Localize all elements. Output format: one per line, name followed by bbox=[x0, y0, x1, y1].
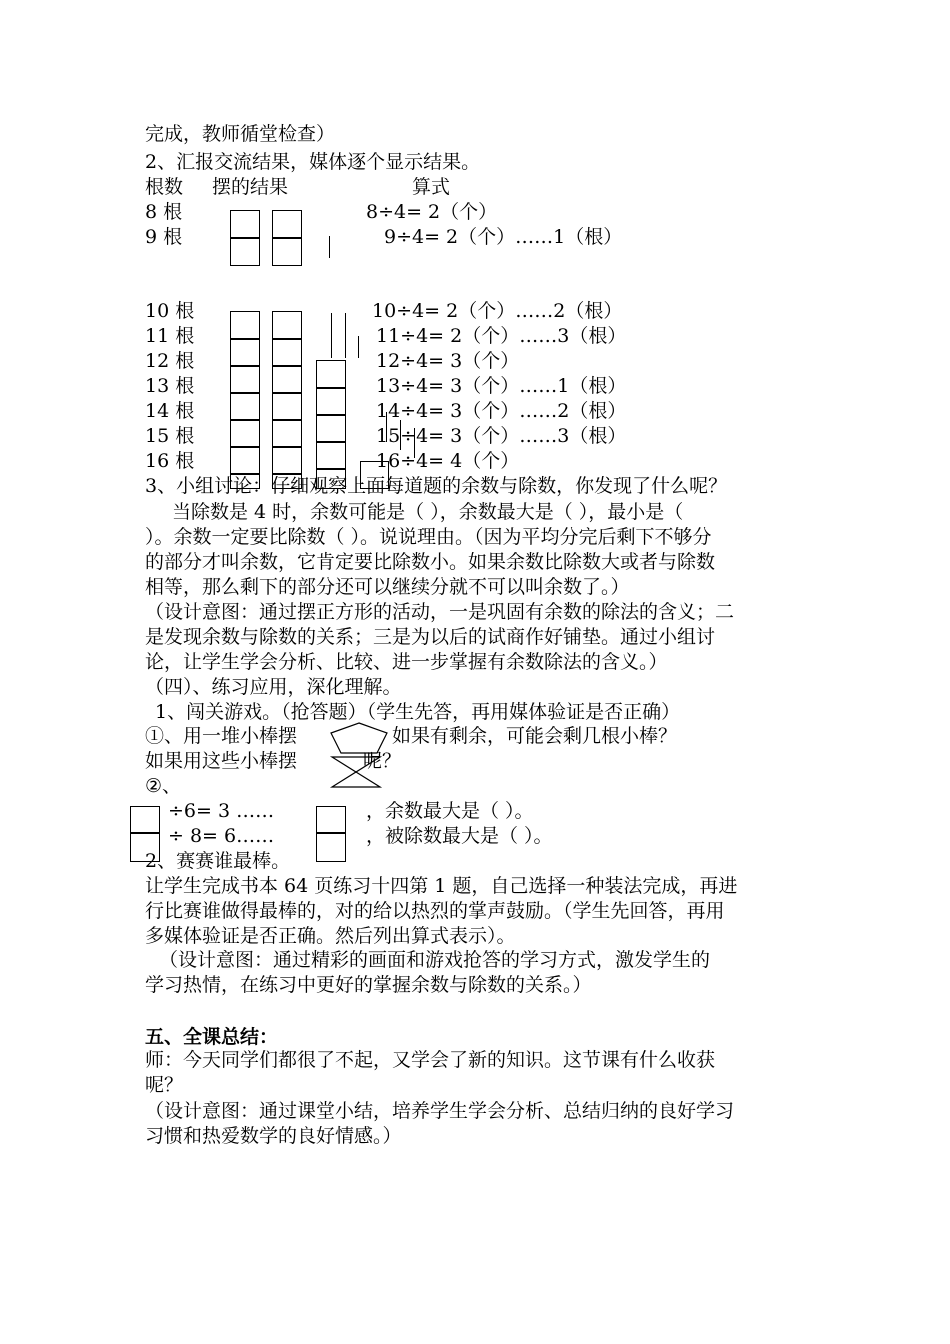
row-count: 8 根 bbox=[145, 201, 183, 223]
stick-square bbox=[230, 238, 260, 266]
row-formula: 8÷4= 2（个） bbox=[366, 201, 498, 223]
stick-square bbox=[272, 238, 302, 266]
row-count: 11 根 bbox=[145, 325, 195, 347]
table-header-count: 根数 bbox=[145, 176, 184, 198]
blank-box bbox=[316, 832, 346, 862]
stick-square bbox=[316, 441, 346, 470]
equation-text: ，被除数最大是（ ）。 bbox=[366, 825, 553, 847]
text-line: 的部分才叫余数，它肯定要比除数小。如果余数比除数大或者与除数 bbox=[145, 551, 716, 573]
stick-square bbox=[230, 446, 260, 475]
leftover-stick bbox=[345, 313, 346, 358]
stick-square bbox=[230, 365, 260, 394]
table-header-formula: 算式 bbox=[412, 176, 451, 198]
text-line: 是发现余数与除数的关系；三是为以后的试商作好铺垫。通过小组讨 bbox=[145, 626, 716, 648]
stick-square bbox=[230, 210, 260, 238]
row-count: 10 根 bbox=[145, 300, 195, 322]
row-formula: 15÷4= 3（个）……3（根） bbox=[376, 425, 627, 447]
stick-square bbox=[230, 392, 260, 421]
row-count: 16 根 bbox=[145, 450, 195, 472]
row-formula: 9÷4= 2（个）……1（根） bbox=[384, 226, 623, 248]
row-formula: 11÷4= 2（个）……3（根） bbox=[376, 325, 627, 347]
row-count: 14 根 bbox=[145, 400, 195, 422]
row-count: 9 根 bbox=[145, 226, 183, 248]
text-line: 2、赛赛谁最棒。 bbox=[145, 850, 291, 872]
text-line: 完成，教师循堂检查） bbox=[145, 123, 336, 145]
stick-square bbox=[230, 338, 260, 367]
row-formula: 12÷4= 3（个） bbox=[376, 350, 520, 372]
text-line: 习惯和热爱数学的良好情感。） bbox=[145, 1125, 402, 1147]
stick-square bbox=[272, 338, 302, 367]
text-line: 师：今天同学们都很了不起，又学会了新的知识。这节课有什么收获 bbox=[145, 1049, 716, 1071]
row-formula: 14÷4= 3（个）……2（根） bbox=[376, 400, 627, 422]
leftover-stick bbox=[329, 236, 330, 258]
text-line: 多媒体验证是否正确。然后列出算式表示）。 bbox=[145, 925, 516, 947]
text-line: 当除数是 4 时，余数可能是（ ），余数最大是（ ），最小是（ bbox=[172, 501, 684, 523]
text-line: （设计意图：通过精彩的画面和游戏抢答的学习方式，激发学生的 bbox=[159, 949, 711, 971]
text-line: （设计意图：通过课堂小结，培养学生学会分析、总结归纳的良好学习 bbox=[145, 1100, 735, 1122]
text-line: 论，让学生学会分析、比较、进一步掌握有余数除法的含义。） bbox=[145, 651, 668, 673]
stick-square bbox=[272, 419, 302, 448]
row-count: 13 根 bbox=[145, 375, 195, 397]
text-line: 行比赛谁做得最棒的，对的给以热烈的掌声鼓励。（学生先回答，再用 bbox=[145, 900, 725, 922]
equation-text: ÷ 8= 6…… bbox=[168, 825, 275, 847]
text-line: 让学生完成书本 64 页练习十四第 1 题，自己选择一种装法完成，再进 bbox=[145, 875, 738, 897]
text-line: 呢？ bbox=[145, 1074, 184, 1096]
row-formula: 10÷4= 2（个）……2（根） bbox=[372, 300, 623, 322]
table-header-result: 摆的结果 bbox=[212, 176, 289, 198]
equation-text: ÷6= 3 …… bbox=[168, 800, 275, 822]
stick-square bbox=[316, 387, 346, 416]
row-formula: 16÷4= 4（个） bbox=[376, 450, 520, 472]
stick-square bbox=[272, 392, 302, 421]
text-line: 学习热情，在练习中更好的掌握余数与除数的关系。） bbox=[145, 974, 592, 996]
stick-square bbox=[272, 311, 302, 340]
blank-box bbox=[130, 806, 160, 834]
leftover-stick bbox=[386, 412, 387, 442]
stick-square bbox=[272, 446, 302, 475]
text-line: 呢？ bbox=[363, 750, 402, 772]
section-heading: 五、全课总结： bbox=[145, 1026, 279, 1048]
text-line: 1、闯关游戏。（抢答题）（学生先答，再用媒体验证是否正确） bbox=[155, 701, 681, 723]
row-count: 15 根 bbox=[145, 425, 195, 447]
blank-box bbox=[316, 806, 346, 834]
text-line: 如果有剩余，可能会剩几根小棒？ bbox=[392, 725, 678, 747]
text-line: ①、用一堆小棒摆 bbox=[145, 725, 298, 747]
stick-square bbox=[230, 311, 260, 340]
text-line: （设计意图：通过摆正方形的活动，一是巩固有余数的除法的含义；二 bbox=[145, 601, 735, 623]
stick-square bbox=[272, 210, 302, 238]
leftover-stick bbox=[358, 336, 359, 358]
row-formula: 13÷4= 3（个）……1（根） bbox=[376, 375, 627, 397]
text-line: 3、小组讨论：仔细观察上面每道题的余数与除数，你发现了什么呢？ bbox=[145, 475, 728, 497]
text-line: 相等，那么剩下的部分还可以继续分就不可以叫余数了。） bbox=[145, 576, 630, 598]
text-line: 如果用这些小棒摆 bbox=[145, 750, 298, 772]
section-heading: （四）、练习应用，深化理解。 bbox=[145, 676, 402, 698]
text-line: ②、 bbox=[145, 775, 182, 797]
row-count: 12 根 bbox=[145, 350, 195, 372]
stick-square bbox=[272, 365, 302, 394]
leftover-stick bbox=[331, 313, 332, 358]
text-line: ）。余数一定要比除数（ ）。说说理由。（因为平均分完后剩下不够分 bbox=[145, 526, 712, 548]
equation-text: ，余数最大是（ ）。 bbox=[366, 800, 534, 822]
leftover-stick bbox=[400, 420, 401, 450]
stick-square bbox=[316, 360, 346, 389]
stick-square bbox=[230, 419, 260, 448]
text-line: 2、汇报交流结果，媒体逐个显示结果。 bbox=[145, 151, 481, 173]
stick-square bbox=[316, 414, 346, 443]
leftover-stick bbox=[414, 428, 415, 458]
